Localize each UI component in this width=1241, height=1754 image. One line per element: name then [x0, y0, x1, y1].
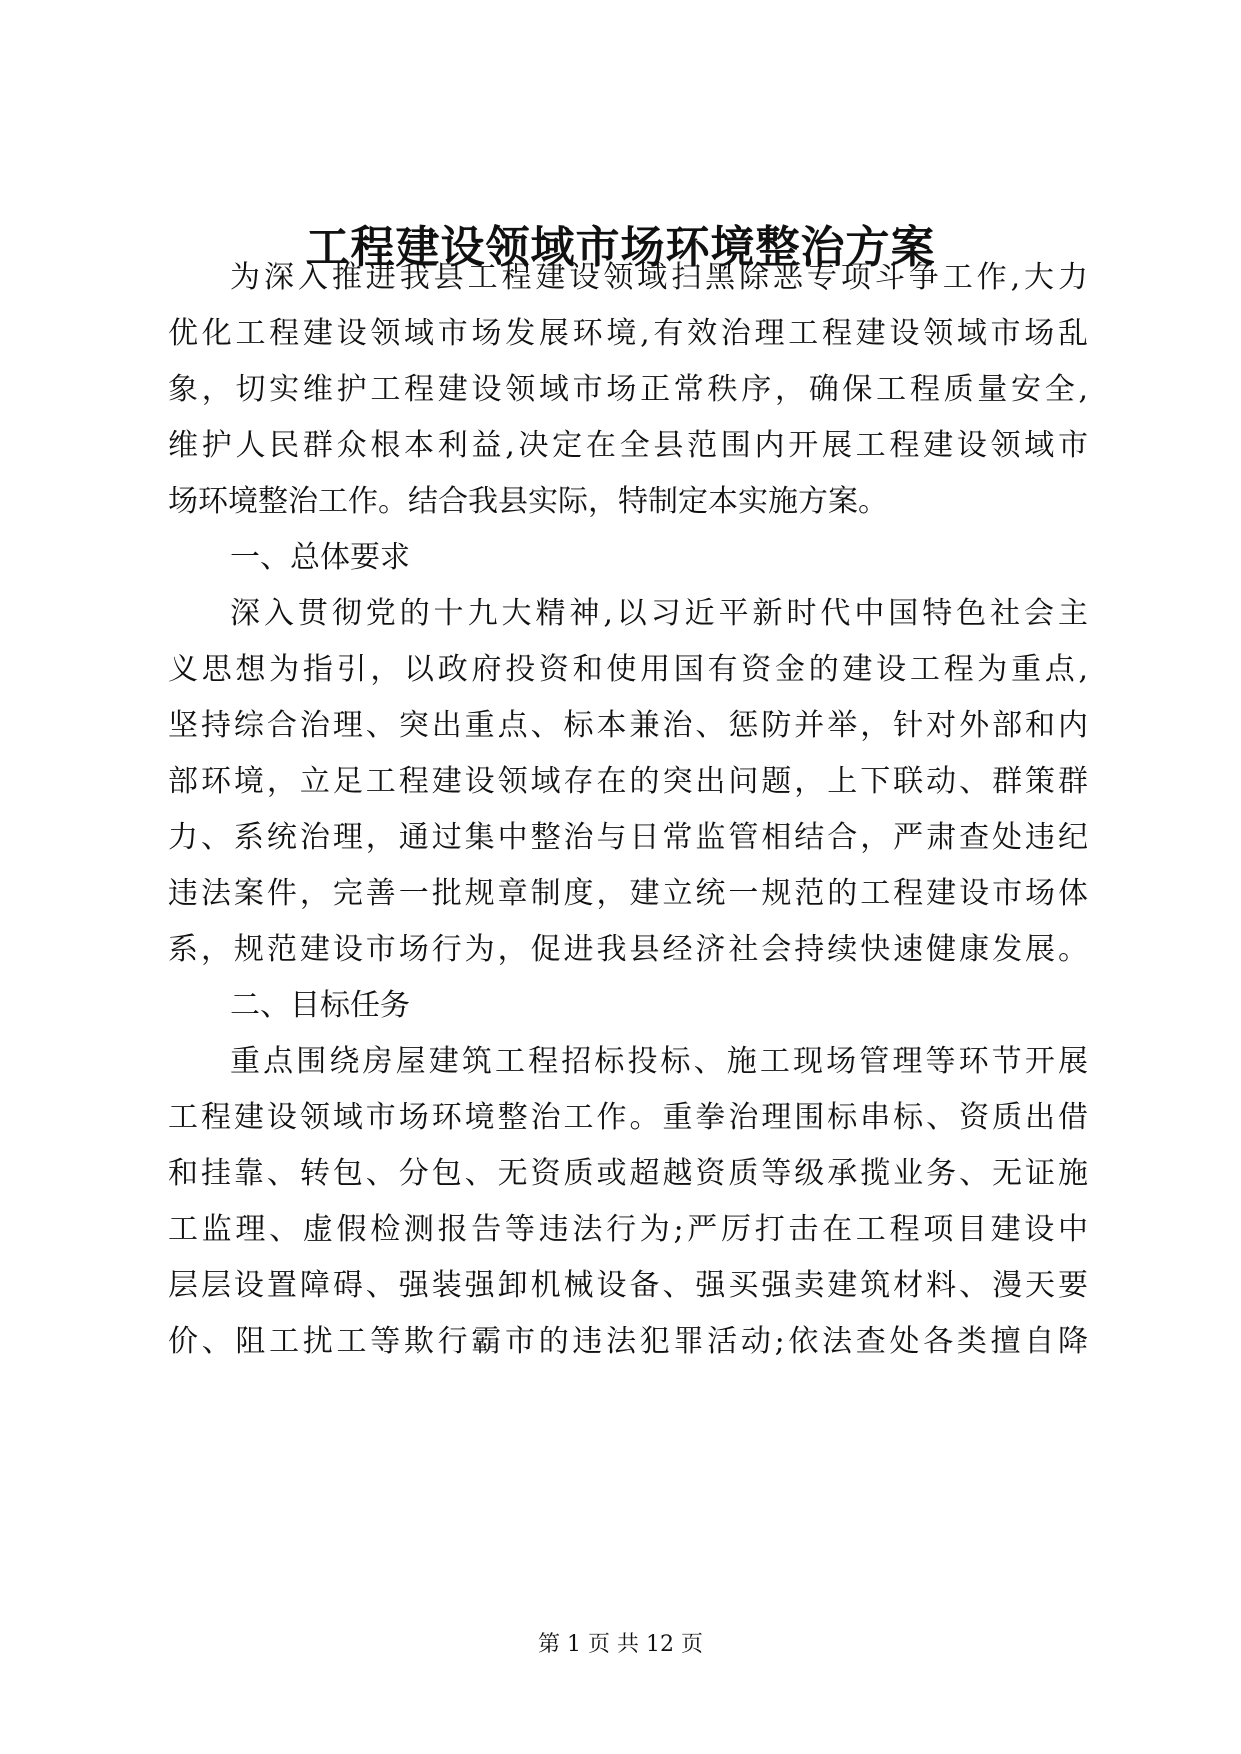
- text-line: 坚持综合治理、突出重点、标本兼治、惩防并举，针对外部和内: [168, 708, 1088, 743]
- text-line: 力、系统治理，通过集中整治与日常监管相结合，严肃查处违纪: [168, 820, 1088, 855]
- text-line: 场环境整治工作。结合我县实际，特制定本实施方案。: [168, 484, 888, 519]
- text-line: 重点围绕房屋建筑工程招标投标、施工现场管理等环节开展: [230, 1044, 1088, 1079]
- section-heading: 二、目标任务: [230, 988, 410, 1023]
- text-line: 深入贯彻党的十九大精神,以习近平新时代中国特色社会主: [230, 596, 1088, 631]
- text-line: 系，规范建设市场行为，促进我县经济社会持续快速健康发展。: [168, 932, 1088, 967]
- text-line: 部环境，立足工程建设领域存在的突出问题，上下联动、群策群: [168, 764, 1088, 799]
- section-heading: 一、总体要求: [230, 540, 410, 575]
- page-number-footer: 第 1 页 共 12 页: [538, 1632, 703, 1657]
- text-line: 工监理、虚假检测报告等违法行为;严厉打击在工程项目建设中: [168, 1212, 1088, 1247]
- text-line: 和挂靠、转包、分包、无资质或超越资质等级承揽业务、无证施: [168, 1156, 1088, 1191]
- text-line: 象，切实维护工程建设领域市场正常秩序，确保工程质量安全,: [168, 372, 1088, 407]
- document-title: 工程建设领域市场环境整治方案: [305, 222, 936, 273]
- text-line: 为深入推进我县工程建设领域扫黑除恶专项斗争工作,大力: [230, 260, 1088, 295]
- text-line: 优化工程建设领域市场发展环境,有效治理工程建设领域市场乱: [168, 316, 1088, 351]
- text-line: 价、阻工扰工等欺行霸市的违法犯罪活动;依法查处各类擅自降: [168, 1324, 1088, 1359]
- text-line: 工程建设领域市场环境整治工作。重拳治理围标串标、资质出借: [168, 1100, 1088, 1135]
- text-line: 违法案件，完善一批规章制度，建立统一规范的工程建设市场体: [168, 876, 1088, 911]
- text-line: 层层设置障碍、强装强卸机械设备、强买强卖建筑材料、漫天要: [168, 1268, 1088, 1303]
- text-line: 义思想为指引，以政府投资和使用国有资金的建设工程为重点,: [168, 652, 1088, 687]
- text-line: 维护人民群众根本利益,决定在全县范围内开展工程建设领域市: [168, 428, 1088, 463]
